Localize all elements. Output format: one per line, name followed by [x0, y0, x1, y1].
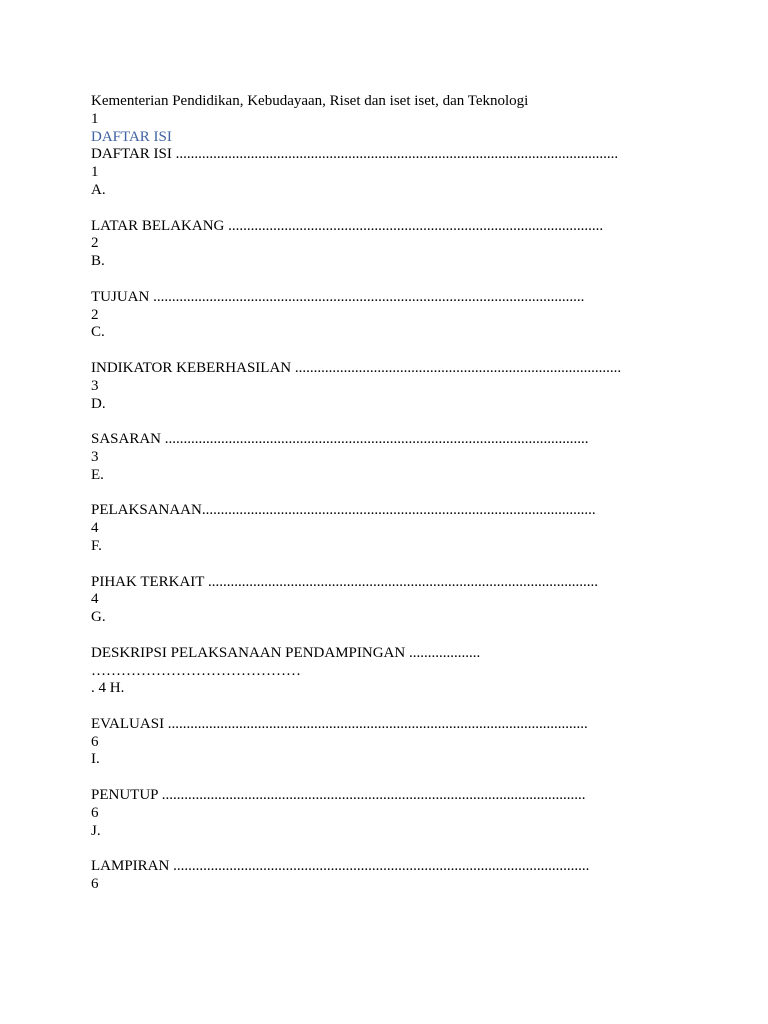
blank-line [91, 485, 691, 503]
blank-line [91, 556, 691, 574]
blank-line [91, 200, 691, 218]
toc-section-marker: G. [91, 609, 106, 626]
blank-line [91, 769, 691, 787]
toc-entry-continuation: …………………………………… [91, 662, 301, 679]
toc-heading: DAFTAR ISI [91, 128, 172, 145]
toc-entry-page: 2 [91, 235, 99, 252]
toc-section-marker: I. [91, 751, 100, 768]
toc-entry-title[interactable]: PENUTUP ................................................................................................................. [91, 787, 586, 804]
blank-line [91, 271, 691, 289]
toc-entry-title[interactable]: PIHAK TERKAIT ........................................................................................................ [91, 573, 598, 590]
toc-entry-page: 6 [91, 733, 99, 750]
blank-line [91, 342, 691, 360]
toc-section-marker: J. [91, 822, 101, 839]
toc-entry-page: 3 [91, 448, 99, 465]
toc-entry-title[interactable]: EVALUASI ................................................................................................................ [91, 715, 588, 732]
toc-section-marker: A. [91, 181, 106, 198]
toc-entry-page-and-marker: . 4 H. [91, 680, 125, 697]
toc-entry-page: 1 [91, 164, 99, 181]
toc-entry-title[interactable]: PELAKSANAAN......................................................................................................... [91, 502, 596, 519]
toc-entry-title[interactable]: LAMPIRAN ............................................................................................................... [91, 858, 590, 875]
toc-entry-title[interactable]: DESKRIPSI PELAKSANAAN PENDAMPINGAN ................... [91, 644, 481, 661]
toc-entry-title[interactable]: LATAR BELAKANG .................................................................................................... [91, 217, 604, 234]
toc-entry-title[interactable]: INDIKATOR KEBERHASILAN ....................................................................................... [91, 359, 622, 376]
blank-line [91, 698, 691, 716]
toc-entry-page: 4 [91, 520, 99, 537]
toc-section-marker: F. [91, 537, 102, 554]
toc-section-marker: B. [91, 253, 105, 270]
toc-entry-page: 2 [91, 306, 99, 323]
toc-entry-page: 4 [91, 591, 99, 608]
toc-entry-title[interactable]: DAFTAR ISI ...................................................................................................................... [91, 146, 619, 163]
toc-entry-page: 6 [91, 804, 99, 821]
toc-section-marker: E. [91, 466, 104, 483]
ministry-header: Kementerian Pendidikan, Kebudayaan, Riset dan iset iset, dan Teknologi [91, 93, 529, 109]
toc-entry-title[interactable]: SASARAN ................................................................................................................. [91, 431, 589, 448]
toc-section-marker: C. [91, 324, 105, 341]
toc-entry-page: 6 [91, 876, 99, 893]
toc-section-marker: D. [91, 395, 106, 412]
blank-line [91, 413, 691, 431]
toc-entry-title[interactable]: TUJUAN ................................................................................................................... [91, 288, 585, 305]
blank-line [91, 627, 691, 645]
page-number: 1 [91, 110, 99, 127]
blank-line [91, 840, 691, 858]
document-page [91, 93, 691, 894]
toc-entry-page: 3 [91, 377, 99, 394]
